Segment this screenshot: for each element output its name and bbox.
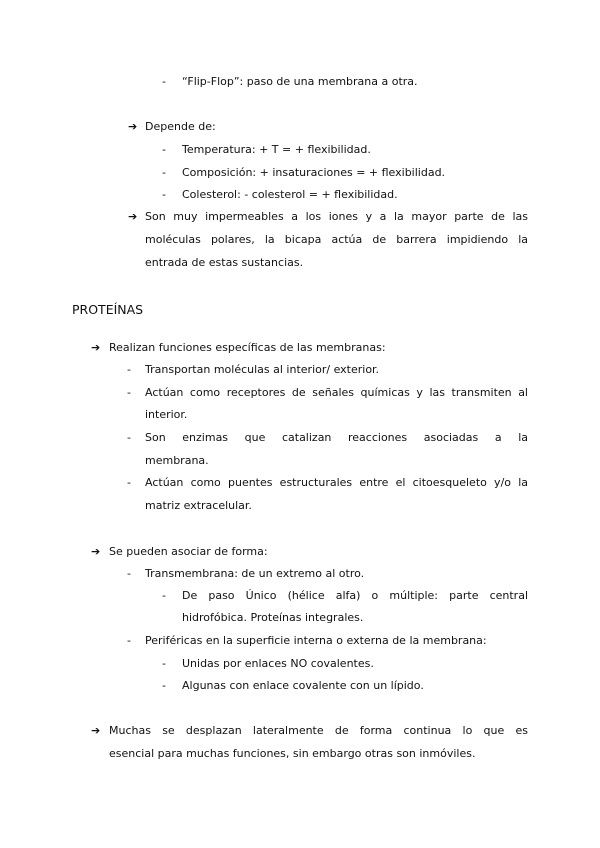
list-item: Colesterol: - colesterol = + flexibilidad. [182,188,398,201]
dash-bullet: - [162,188,166,201]
list-item: Son enzimas que catalizan reacciones asociadas a la [145,431,528,444]
dash-bullet: - [127,476,131,489]
paragraph-line: Son muy impermeables a los iones y a la mayor parte de las [145,210,528,223]
arrow-bullet: ➔ [128,120,138,133]
list-item: Actúan como receptores de señales químicas y las transmiten al [145,386,528,399]
dash-bullet: - [162,166,166,179]
arrow-bullet: ➔ [91,724,101,737]
list-item: Temperatura: + T = + flexibilidad. [182,143,371,156]
list-item: Composición: + insaturaciones = + flexibilidad. [182,166,446,179]
paragraph-line: Muchas se desplazan lateralmente de forma continua lo que es [109,724,528,737]
list-item: Transmembrana: de un extremo al otro. [145,567,365,580]
dash-bullet: - [162,143,166,156]
arrow-bullet: ➔ [91,341,101,354]
list-item: Actúan como puentes estructurales entre el citoesqueleto y/o la [145,476,528,489]
dash-bullet: - [162,679,166,692]
dash-bullet: - [162,75,166,88]
paragraph-line: moléculas polares, la bicapa actúa de barrera impidiendo la [145,233,528,246]
list-item: Transportan moléculas al interior/ exterior. [145,363,380,376]
arrow-bullet: ➔ [128,210,138,223]
section-heading: PROTEÍNAS [72,302,144,317]
list-item-continuation: hidrofóbica. Proteínas integrales. [182,611,364,624]
flip-flop-item: “Flip-Flop”: paso de una membrana a otra. [182,75,418,88]
funciones-title: Realizan funciones específicas de las membranas: [109,341,386,354]
dash-bullet: - [127,567,131,580]
paragraph-line: esencial para muchas funciones, sin embargo otras son inmóviles. [109,747,476,760]
list-item: Periféricas en la superficie interna o externa de la membrana: [145,634,487,647]
list-item-continuation: interior. [145,408,188,421]
depende-title: Depende de: [145,120,216,133]
arrow-bullet: ➔ [91,545,101,558]
dash-bullet: - [127,634,131,647]
dash-bullet: - [162,657,166,670]
dash-bullet: - [127,363,131,376]
list-item: Algunas con enlace covalente con un lípido. [182,679,424,692]
list-item: Unidas por enlaces NO covalentes. [182,657,374,670]
dash-bullet: - [127,431,131,444]
asociar-title: Se pueden asociar de forma: [109,545,268,558]
list-item: De paso Único (hélice alfa) o múltiple: parte central [182,589,528,602]
dash-bullet: - [162,589,166,602]
list-item-continuation: matriz extracelular. [145,499,252,512]
paragraph-line: entrada de estas sustancias. [145,256,304,269]
list-item-continuation: membrana. [145,454,209,467]
dash-bullet: - [127,386,131,399]
